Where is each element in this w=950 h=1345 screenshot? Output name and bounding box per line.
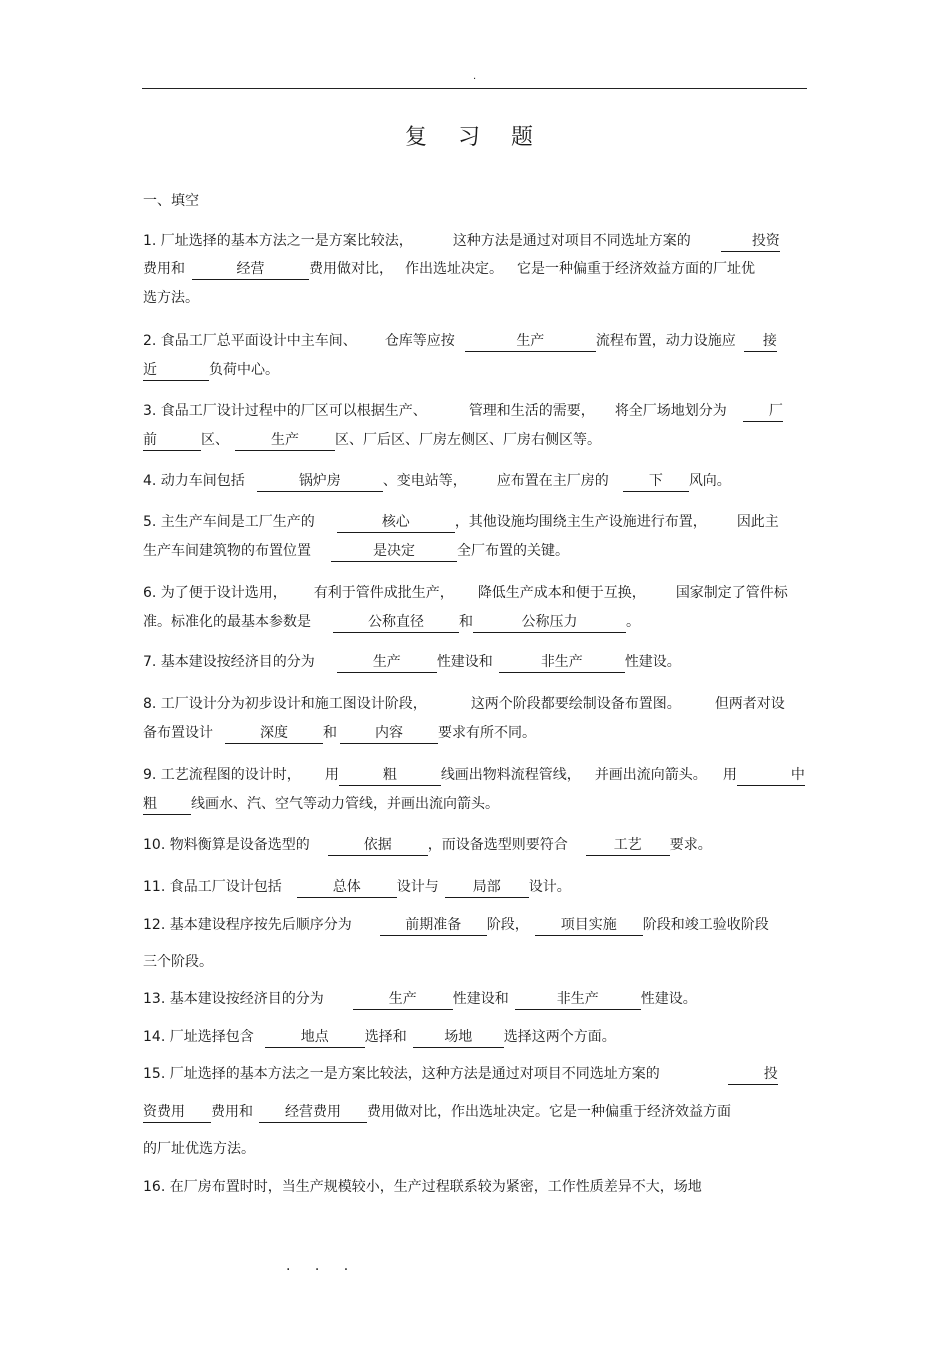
q14-blank-2: 场地 — [413, 1029, 504, 1048]
q1-blank-2: 经营 — [192, 261, 309, 280]
q10-blank-1: 依据 — [328, 837, 428, 856]
q8-blank-2: 内容 — [340, 725, 438, 744]
q6-text-c: 降低生产成本和便于互换， — [477, 585, 646, 601]
q12-text-a: 12. 基本建设程序按先后顺序分为 — [143, 917, 352, 933]
q12-blank-1: 前期准备 — [380, 917, 487, 936]
q6-text-g: 和 — [459, 614, 473, 630]
q15-text-g: 的厂址优选方法。 — [143, 1141, 255, 1157]
section-title: 一、填空 — [143, 193, 199, 209]
q6-text-i: 。 — [626, 614, 640, 630]
q12-text-f: 三个阶段。 — [143, 954, 213, 970]
q13-text-e: 性建设。 — [640, 991, 697, 1007]
q9-text-a: 9. 工艺流程图的设计时， — [143, 767, 301, 783]
q6-blank-2: 公称压力 — [473, 614, 626, 633]
q11-text-a: 11. 食品工厂设计包括 — [143, 879, 282, 895]
footer-dots: . . . — [286, 1258, 359, 1274]
q1-blank-1: 投资 — [721, 233, 780, 252]
q9-text-i: 线画水、汽、空气等动力管线，并画出流向箭头。 — [191, 796, 499, 812]
q2-blank-2b: 近 — [143, 362, 209, 381]
header-rule — [142, 88, 807, 89]
q3-blank-2: 生产 — [235, 432, 335, 451]
q8-text-d: 备布置设计 — [143, 725, 213, 741]
q1-text-b: 这种方法是通过对项目不同选址方案的 — [452, 233, 691, 249]
q5-text-g: 全厂布置的关键。 — [457, 543, 569, 559]
q3-text-h: 区、厂后区、厂房左侧区、厂房右侧区等。 — [335, 432, 601, 448]
q7-text-a: 7. 基本建设按经济目的分为 — [143, 654, 315, 670]
q13-text-c: 性建设和 — [452, 991, 509, 1007]
q1-text-i: 选方法。 — [143, 290, 199, 306]
q9-blank-2b: 粗 — [143, 796, 191, 815]
q15-text-f: 费用做对比，作出选址决定。它是一种偏重于经济效益方面 — [367, 1104, 731, 1120]
q5-text-d: 因此主 — [736, 514, 779, 530]
q9-blank-2a: 中 — [737, 767, 805, 786]
q5-text-a: 5. 主生产车间是工厂生产的 — [143, 514, 315, 530]
q5-text-e: 生产车间建筑物的布置位置 — [143, 543, 311, 559]
q6-text-b: 有利于管件成批生产， — [313, 585, 454, 601]
q14-blank-1: 地点 — [265, 1029, 365, 1048]
q5-text-c: ，其他设施均围绕主生产设施进行布置， — [454, 514, 707, 530]
q14-text-c: 选择和 — [364, 1029, 407, 1045]
q12-blank-2: 项目实施 — [535, 917, 643, 936]
q6-text-e: 准。标准化的最基本参数是 — [143, 614, 311, 630]
q14-text-e: 选择这两个方面。 — [503, 1029, 616, 1045]
q1-text-f: 费用做对比， — [309, 261, 393, 277]
q4-text-d: 应布置在主厂房的 — [496, 473, 609, 489]
q11-blank-1: 总体 — [297, 879, 397, 898]
q6-text-d: 国家制定了管件标 — [675, 585, 788, 601]
q3-blank-1b: 前 — [143, 432, 201, 451]
q7-text-c: 性建设和 — [436, 654, 493, 670]
q15-blank-2: 经营费用 — [259, 1104, 367, 1123]
q8-blank-1: 深度 — [225, 725, 323, 744]
q11-blank-2: 局部 — [445, 879, 529, 898]
q5-blank-2: 是决定 — [331, 543, 457, 562]
header-dot: . — [473, 71, 477, 82]
q10-blank-2: 工艺 — [586, 837, 670, 856]
q9-text-e: 并画出流向箭头。 — [594, 767, 707, 783]
page-title: 复 习 题 — [405, 125, 545, 150]
q9-text-b: 用 — [324, 767, 339, 783]
q15-blank-1b: 资费用 — [143, 1104, 211, 1123]
q15-text-a: 15. 厂址选择的基本方法之一是方案比较法，这种方法是通过对项目不同选址方案的 — [143, 1066, 660, 1082]
q2-text-d: 流程布置，动力设施应 — [595, 333, 736, 349]
q1-text-g: 作出选址决定。 — [405, 261, 503, 277]
q4-blank-1: 锅炉房 — [257, 473, 383, 492]
q8-text-f: 和 — [323, 725, 337, 741]
q1-text-d: 费用和 — [143, 261, 185, 277]
q12-text-e: 阶段和竣工验收阶段 — [642, 917, 769, 933]
q16-text-a: 16. 在厂房布置时时，当生产规模较小，生产过程联系较为紧密，工作性质差异不大，场地 — [143, 1179, 702, 1195]
q4-text-f: 风向。 — [688, 473, 731, 489]
q2-text-g: 负荷中心。 — [209, 362, 279, 378]
q8-text-b: 这两个阶段都要绘制设备布置图。 — [470, 696, 681, 712]
q3-text-b: 管理和生活的需要， — [468, 403, 595, 419]
q10-text-a: 10. 物料衡算是设备选型的 — [143, 837, 310, 853]
q7-blank-2: 非生产 — [499, 654, 625, 673]
q15-text-d: 费用和 — [211, 1104, 253, 1120]
q3-text-c: 将全厂场地划分为 — [614, 403, 727, 419]
q2-blank-2a: 接 — [744, 333, 777, 352]
q10-text-c: ，而设备选型则要符合 — [427, 837, 568, 853]
q1-text-a: 1. 厂址选择的基本方法之一是方案比较法， — [143, 233, 413, 249]
q3-blank-1a: 厂 — [743, 403, 783, 422]
q9-blank-1: 粗 — [339, 767, 441, 786]
q8-text-h: 要求有所不同。 — [438, 725, 536, 741]
q2-text-b: 仓库等应按 — [384, 333, 455, 349]
q10-text-e: 要求。 — [669, 837, 712, 853]
q9-text-d: 线画出物料流程管线， — [440, 767, 581, 783]
q6-blank-1: 公称直径 — [333, 614, 459, 633]
q7-text-e: 性建设。 — [624, 654, 681, 670]
q2-blank-1: 生产 — [465, 333, 596, 352]
q3-text-f: 区、 — [201, 432, 229, 448]
q8-text-a: 8. 工厂设计分为初步设计和施工图设计阶段， — [143, 696, 427, 712]
q13-text-a: 13. 基本建设按经济目的分为 — [143, 991, 324, 1007]
q7-blank-1: 生产 — [337, 654, 437, 673]
q8-text-c: 但两者对设 — [714, 696, 785, 712]
q11-text-c: 设计与 — [396, 879, 439, 895]
q13-blank-2: 非生产 — [515, 991, 641, 1010]
q3-text-a: 3. 食品工厂设计过程中的厂区可以根据生产、 — [143, 403, 427, 419]
q13-blank-1: 生产 — [353, 991, 453, 1010]
q5-blank-1: 核心 — [337, 514, 455, 533]
q14-text-a: 14. 厂址选择包含 — [143, 1029, 254, 1045]
q4-text-c: 、变电站等， — [382, 473, 467, 489]
q4-blank-2: 下 — [623, 473, 689, 492]
q11-text-e: 设计。 — [528, 879, 571, 895]
q1-text-h: 它是一种偏重于经济效益方面的厂址优 — [517, 261, 755, 277]
q12-text-c: 阶段， — [486, 917, 529, 933]
q9-text-f: 用 — [722, 767, 737, 783]
q6-text-a: 6. 为了便于设计选用， — [143, 585, 287, 601]
q15-blank-1a: 投 — [728, 1066, 778, 1085]
q2-text-a: 2. 食品工厂总平面设计中主车间、 — [143, 333, 357, 349]
q4-text-a: 4. 动力车间包括 — [143, 473, 245, 489]
